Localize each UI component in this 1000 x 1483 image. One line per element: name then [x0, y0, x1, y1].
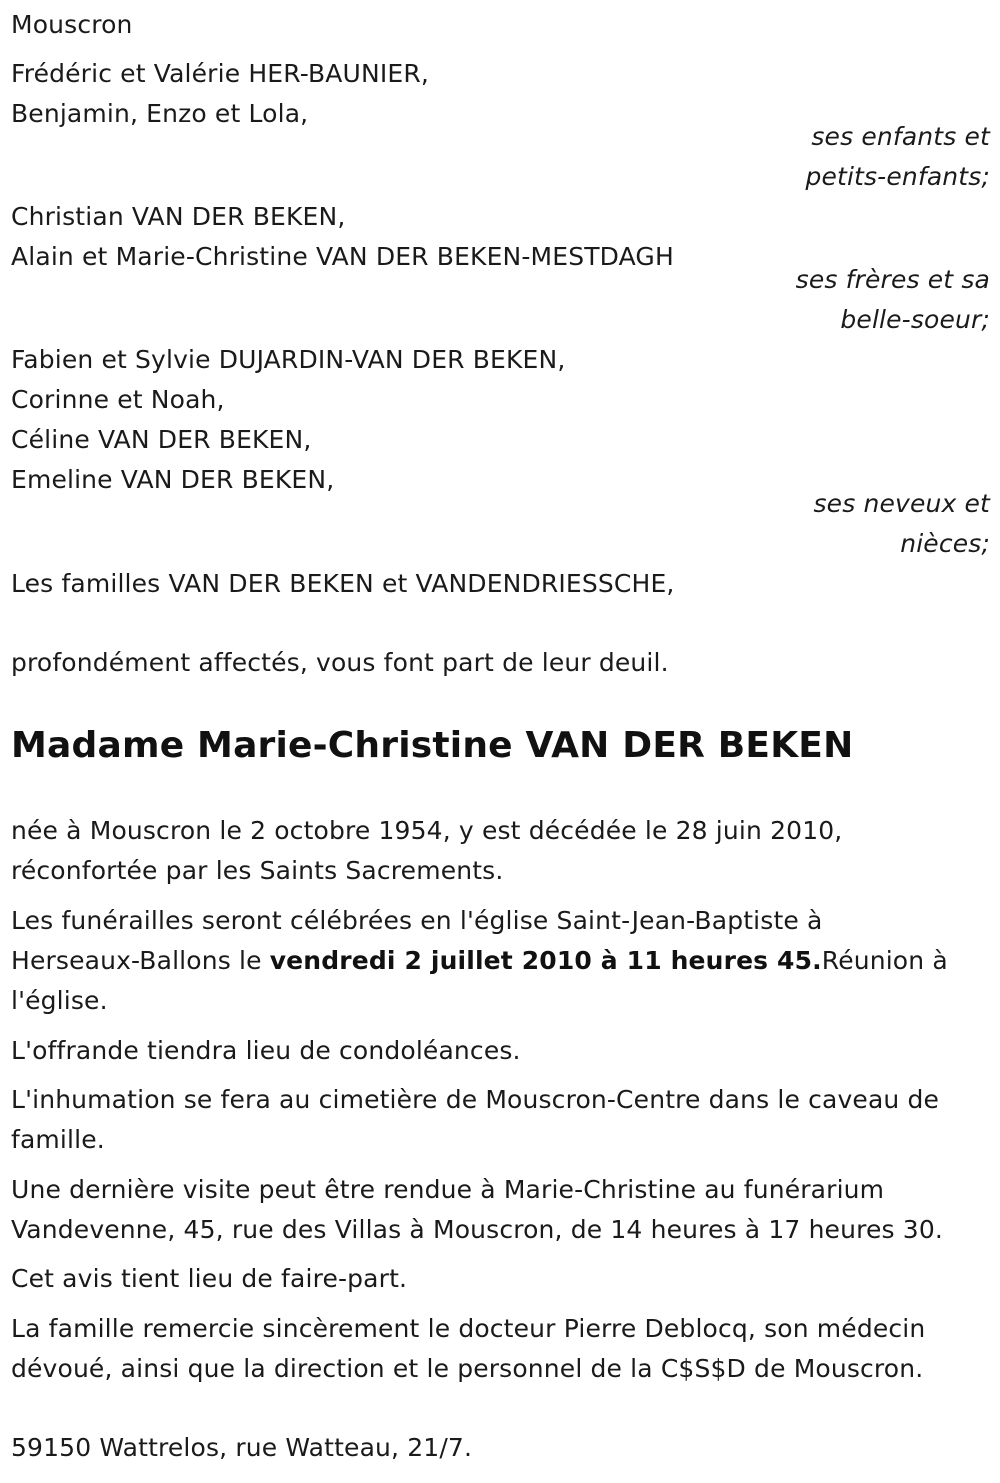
family-name-line: Christian VAN DER BEKEN,: [11, 202, 346, 231]
relation-label: ses neveux et: [813, 489, 990, 518]
city-heading: Mouscron: [11, 10, 133, 39]
relation-label: ses frères et sa: [795, 265, 990, 294]
announcement-line: profondément affectés, vous font part de leur deuil.: [11, 648, 669, 677]
offering-line: L'offrande tiendra lieu de condoléances.: [11, 1036, 521, 1065]
relation-label: belle-soeur;: [840, 305, 990, 334]
families-line: Les familles VAN DER BEKEN et VANDENDRIESSCHE,: [11, 569, 675, 598]
family-name-line: Benjamin, Enzo et Lola,: [11, 99, 309, 128]
funeral-line: [11, 946, 948, 976]
burial-line: famille.: [11, 1125, 105, 1154]
burial-line: L'inhumation se fera au cimetière de Mouscron-Centre dans le caveau de: [11, 1085, 940, 1114]
family-name-line: Corinne et Noah,: [11, 385, 225, 414]
family-name-line: Frédéric et Valérie HER-BAUNIER,: [11, 59, 429, 88]
visit-line: Vandevenne, 45, rue des Villas à Mouscron, de 14 heures à 17 heures 30.: [11, 1215, 943, 1244]
birth-death-line: réconfortée par les Saints Sacrements.: [11, 856, 504, 885]
funeral-location-text: Herseaux-Ballons le: [11, 946, 270, 975]
funeral-line: l'église.: [11, 986, 108, 1015]
funeral-date-time: vendredi 2 juillet 2010 à 11 heures 45.: [269, 946, 822, 975]
family-name-line: Céline VAN DER BEKEN,: [11, 425, 312, 454]
visit-line: Une dernière visite peut être rendue à Marie-Christine au funérarium: [11, 1175, 885, 1204]
funeral-line: Les funérailles seront célébrées en l'église Saint-Jean-Baptiste à: [11, 906, 823, 935]
relation-label: petits-enfants;: [805, 162, 990, 191]
thanks-line: dévoué, ainsi que la direction et le personnel de la C$S$D de Mouscron.: [11, 1354, 924, 1383]
funeral-meeting-text: Réunion à: [821, 946, 948, 975]
family-name-line: Alain et Marie-Christine VAN DER BEKEN-MESTDAGH: [11, 242, 674, 271]
deceased-name-heading: Madame Marie-Christine VAN DER BEKEN: [11, 725, 854, 766]
family-name-line: Emeline VAN DER BEKEN,: [11, 465, 335, 494]
thanks-line: La famille remercie sincèrement le docteur Pierre Deblocq, son médecin: [11, 1314, 926, 1343]
family-name-line: Fabien et Sylvie DUJARDIN-VAN DER BEKEN,: [11, 345, 566, 374]
notice-line: Cet avis tient lieu de faire-part.: [11, 1264, 408, 1293]
address-line: 59150 Wattrelos, rue Watteau, 21/7.: [11, 1433, 473, 1462]
relation-label: ses enfants et: [811, 122, 990, 151]
relation-label: nièces;: [900, 529, 990, 558]
birth-death-line: née à Mouscron le 2 octobre 1954, y est décédée le 28 juin 2010,: [11, 816, 843, 845]
